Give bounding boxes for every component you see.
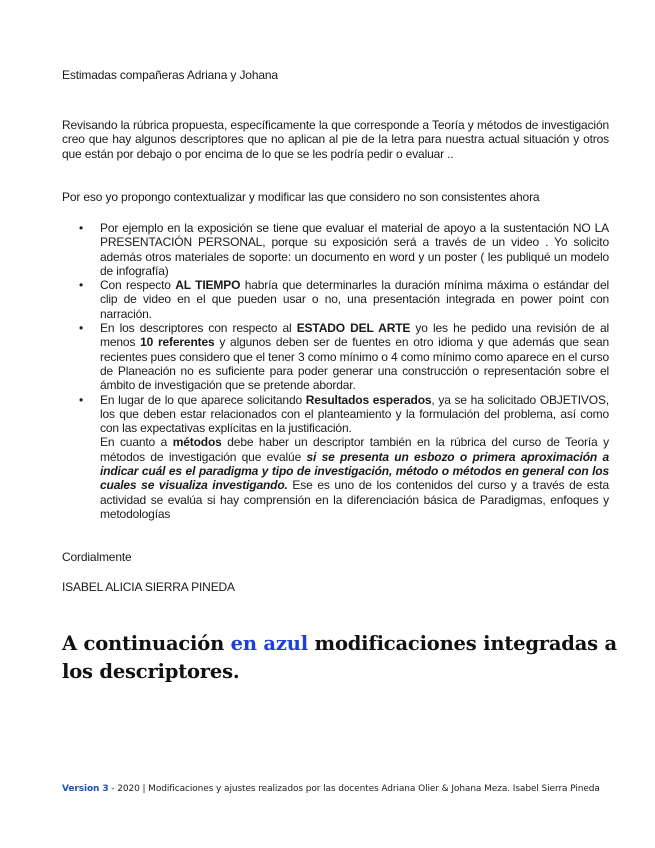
closing-line: Cordialmente [62,550,132,564]
bullet-text: debe haber un descriptor también en la rúbrica del curso de Teoría y métodos de investigación que evalúe [100,435,609,464]
bullet-text: , ya se ha solicitado OBJETIVOS, los que deben estar relacionados con el planteamiento y la formulación del problema, así como con las expectativas explícitas en la justificación. [100,392,609,436]
bullet-text: En los descriptores con respecto al [100,321,297,336]
bullet-dot-icon: • [79,221,84,235]
bullet-bold-text: Resultados esperados [305,392,432,407]
page-footer [62,783,610,796]
signature-line: ISABEL ALICIA SIERRA PINEDA [62,580,235,594]
section-heading [62,630,622,686]
footer-text: - 2020 | Modificaciones y ajustes realizados por las docentes Adriana Olier & Johana Meza. Isabel Sierra Pineda [108,784,600,794]
bullet-bold-text: ESTADO DEL ARTE [296,321,411,336]
heading-blue-text: en azul [230,632,308,655]
bullet-text: Ese es uno de los contenidos del curso y a través de esta actividad se evalúa si hay comprensión en la diferenciación básica de Paradigmas, enfoques y metodologías [100,478,609,521]
bullet-text: En cuanto a [100,435,173,450]
bullet-list [62,221,609,521]
bullet-item-estado-del-arte [62,321,609,392]
bullet-text: habría que determinarles la duración mínima máxima o estándar del clip de video en el que pueden usar o no, una presentación integrada en power point con narración. [100,278,609,321]
bullet-bold-text: AL TIEMPO [175,278,241,293]
bullet-dot-icon: • [79,392,84,407]
bullet-text: Por ejemplo en la exposición se tiene que evaluar el material de apoyo a la sustentación NO LA PRESENTACIÓN PERSONAL, porque su exposición será a través de un video . Yo solicito además otros materiales de soporte: un documento en word y un poster ( les publiqué un modelo de infografía) [100,221,609,278]
bullet-bold-text: métodos [172,435,222,450]
proposal-paragraph: Por eso yo propongo contextualizar y modificar las que considero no son consistentes ahora [62,190,540,204]
greeting-line: Estimadas compañeras Adriana y Johana [62,68,278,82]
bullet-bold-italic-text: si se presenta un esbozo o primera aproximación a indicar cuál es el paradigma y tipo de investigación, método o métodos en general con los cuales se visualiza investigando. [100,449,609,493]
bullet-dot-icon: • [79,321,84,336]
bullet-dot-icon: • [79,278,84,293]
bullet-text: y algunos deben ser de fuentes en otro idioma y que además que sean recientes pues considero que el tener 3 como mínimo o 4 como mínimo como aparece en el curso de Planeación no es suficiente para poder generar una construcción o representación sobre el ámbito de investigación que se pretende abordar. [100,335,610,393]
bullet-text: En lugar de lo que aparece solicitando [100,392,306,407]
bullet-item-exposicion [62,221,609,278]
bullet-text: Con respecto [100,278,176,293]
bullet-item-tiempo [62,278,609,321]
footer-version: Version 3 [62,784,109,794]
heading-text: A continuación [62,632,231,655]
intro-paragraph: Revisando la rúbrica propuesta, específicamente la que corresponde a Teoría y métodos de investigación creo que hay algunos descriptores que no aplican al pie de la letra para nuestra actual situación y otros que están por debajo o por encima de lo que se les podría pedir o evaluar .. [62,118,609,161]
bullet-bold-text: 10 referentes [140,335,215,350]
heading-text: modificaciones integradas a los descriptores. [62,632,617,683]
bullet-item-resultados [62,393,609,522]
bullet-text: yo les he pedido una revisión de al menos [100,321,609,350]
